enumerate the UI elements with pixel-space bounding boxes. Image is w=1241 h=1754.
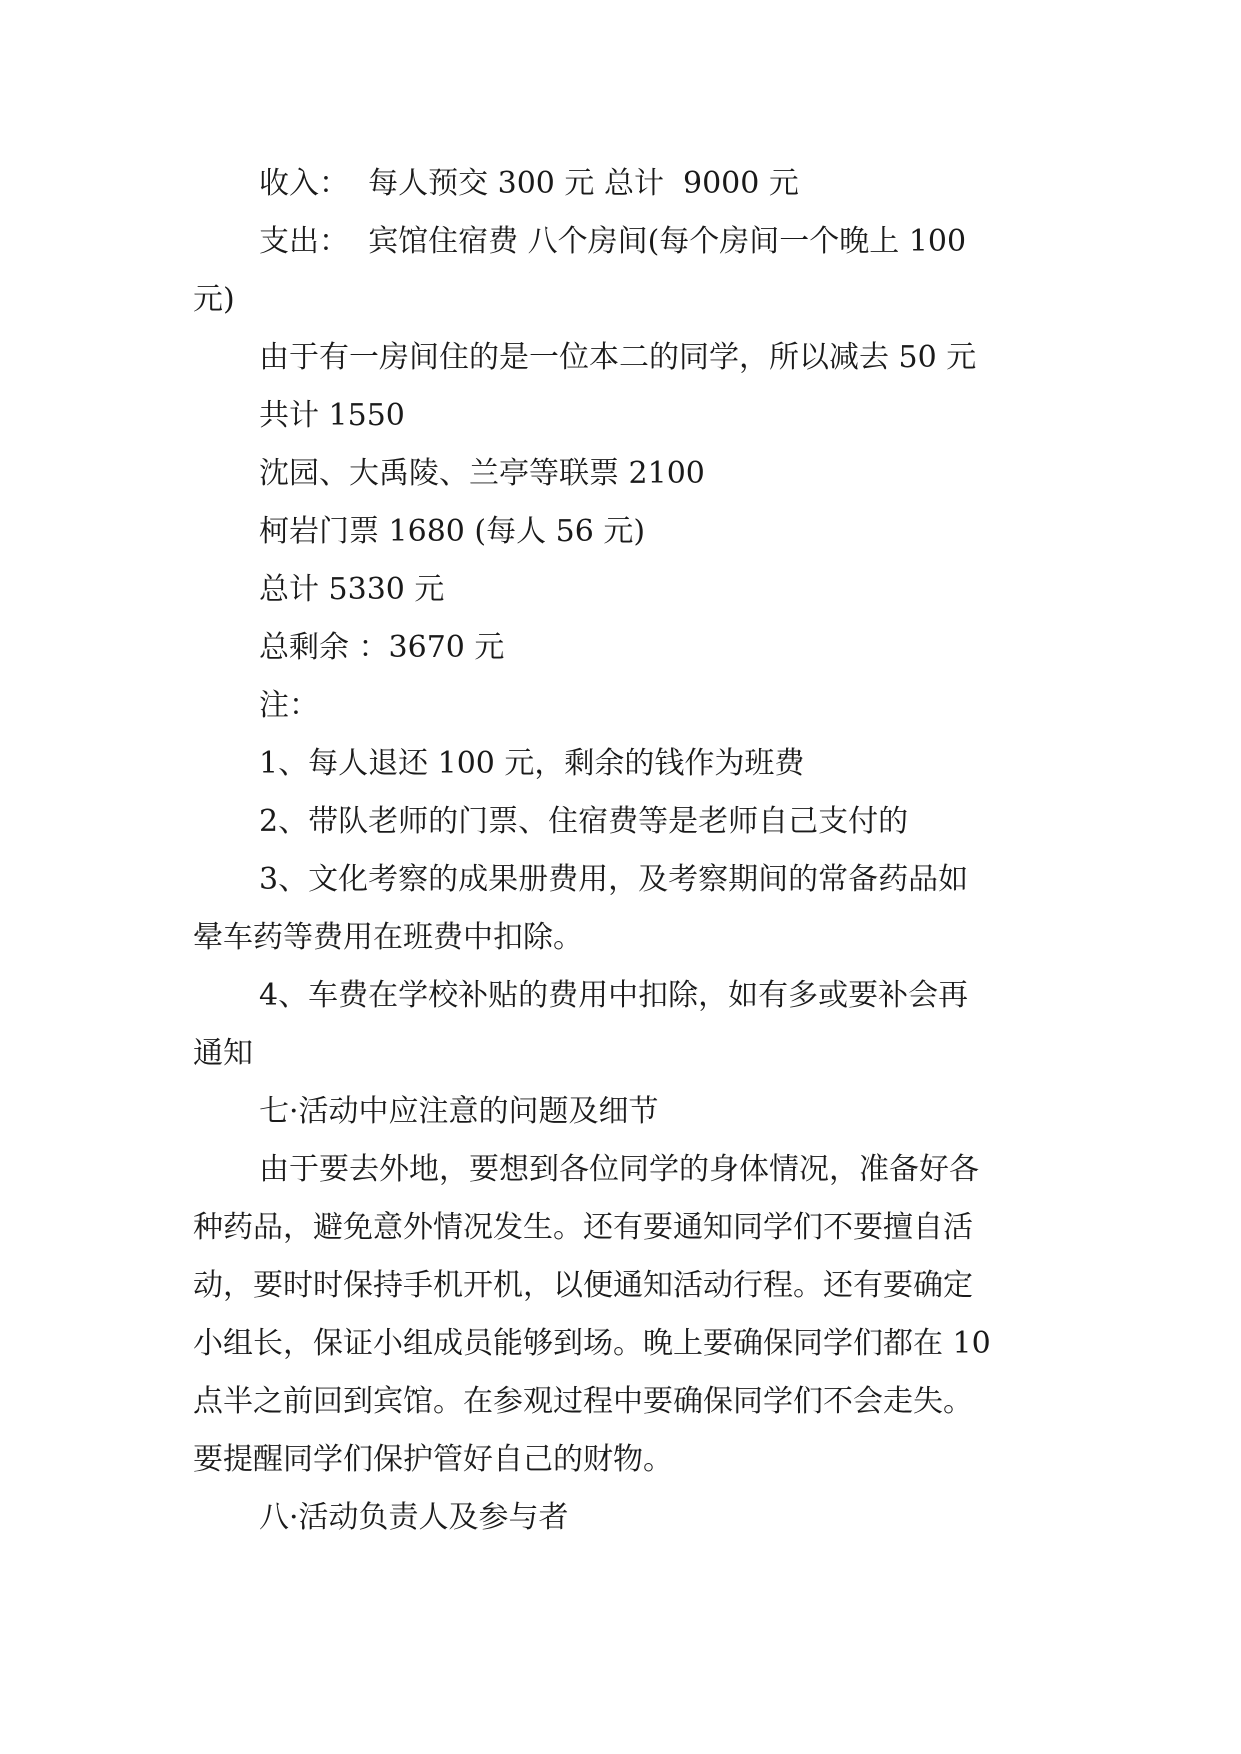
discount-line: 由于有一房间住的是一位本二的同学，所以减去 50 元 [259,340,977,375]
section-7-paragraph-line: 种药品，避免意外情况发生。还有要通知同学们不要擅自活 [193,1210,973,1245]
section-7-paragraph-line: 由于要去外地，要想到各位同学的身体情况，准备好各 [259,1152,979,1187]
section-7-paragraph-line: 点半之前回到宾馆。在参观过程中要确保同学们不会走失。 [193,1384,973,1419]
note-item-3-continued: 晕车药等费用在班费中扣除。 [193,920,583,955]
lodging-total-line: 共计 1550 [259,398,405,433]
keyan-ticket-line: 柯岩门票 1680 (每人 56 元) [259,514,646,549]
expense-line-continued: 元) [193,282,235,317]
section-7-paragraph-line: 要提醒同学们保护管好自己的财物。 [193,1442,673,1477]
section-7-paragraph-line: 动，要时时保持手机开机，以便通知活动行程。还有要确定 [193,1268,973,1303]
note-item-3: 3、文化考察的成果册费用，及考察期间的常备药品如 [259,862,969,897]
combo-ticket-line: 沈园、大禹陵、兰亭等联票 2100 [259,456,705,491]
expense-total-line: 总计 5330 元 [259,572,445,607]
note-item-4-continued: 通知 [193,1036,253,1071]
section-7-heading: 七·活动中应注意的问题及细节 [259,1094,659,1129]
note-item-1: 1、每人退还 100 元，剩余的钱作为班费 [259,746,805,781]
section-8-heading: 八·活动负责人及参与者 [259,1500,569,1535]
note-heading: 注： [259,688,319,723]
remaining-line: 总剩余 ：3670 元 [259,630,505,665]
section-7-paragraph-line: 小组长，保证小组成员能够到场。晚上要确保同学们都在 10 [193,1326,991,1361]
note-item-2: 2、带队老师的门票、住宿费等是老师自己支付的 [259,804,909,839]
note-item-4: 4、车费在学校补贴的费用中扣除，如有多或要补会再 [259,978,969,1013]
expense-line: 支出： 宾馆住宿费 八个房间(每个房间一个晚上 100 [259,224,967,259]
income-line: 收入： 每人预交 300 元 总计 9000 元 [259,166,799,201]
document-body [193,155,1073,1547]
